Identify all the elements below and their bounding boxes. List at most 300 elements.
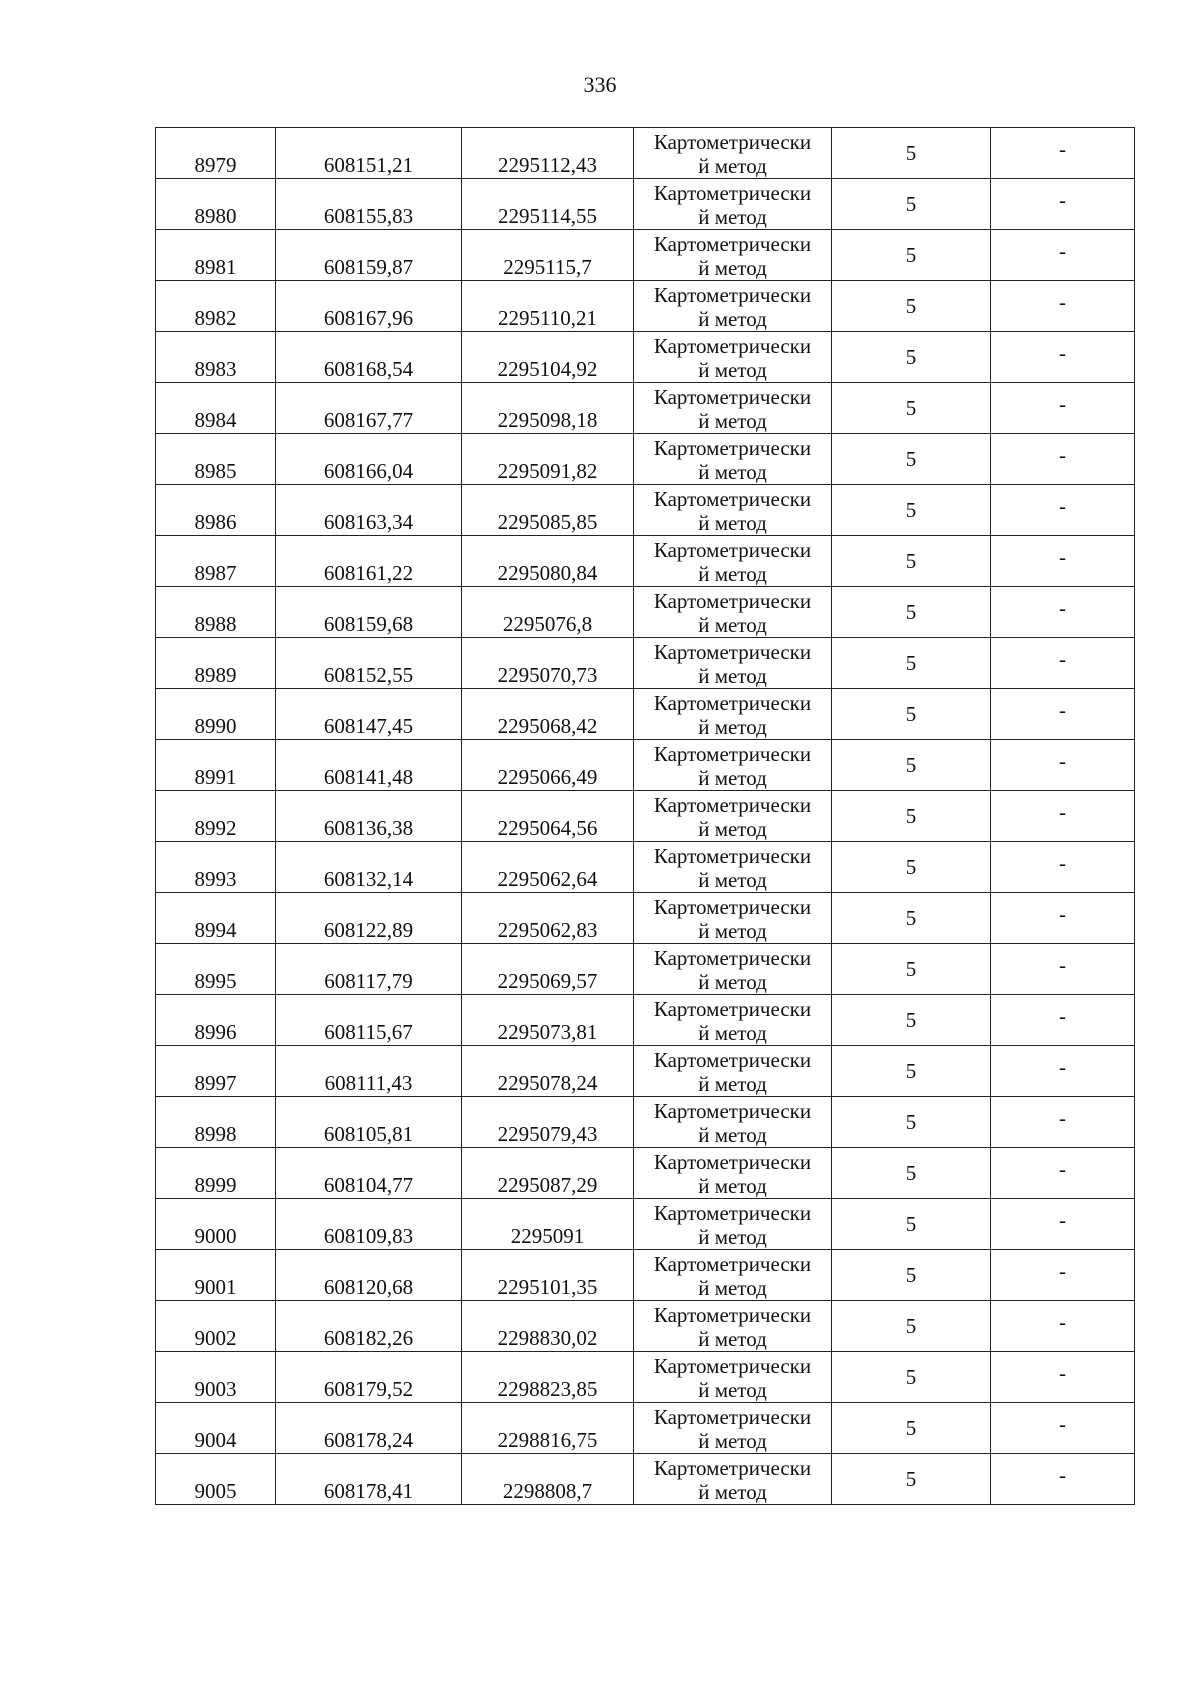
accuracy-cell bbox=[832, 893, 991, 944]
method-line-1: Картометрически bbox=[653, 385, 812, 409]
method-cell bbox=[634, 1301, 832, 1352]
method-cell bbox=[634, 179, 832, 230]
method bbox=[634, 538, 831, 586]
method-line-1: Картометрически bbox=[653, 1354, 812, 1378]
x-coordinate: 608167,96 bbox=[323, 306, 414, 330]
y-coordinate-cell bbox=[462, 536, 634, 587]
x-coordinate-cell bbox=[276, 944, 462, 995]
method-line-1: Картометрически bbox=[653, 334, 812, 358]
method-line-2: й метод bbox=[698, 1123, 767, 1147]
method-line-2: й метод bbox=[698, 460, 767, 484]
point-number-cell bbox=[156, 1250, 276, 1301]
method-line-1: Картометрически bbox=[653, 793, 812, 817]
note-cell bbox=[991, 434, 1135, 485]
method-cell bbox=[634, 1454, 832, 1505]
accuracy: 5 bbox=[905, 294, 917, 318]
table-row bbox=[156, 689, 1135, 740]
x-coordinate-cell bbox=[276, 842, 462, 893]
method-line-1: Картометрически bbox=[653, 487, 812, 511]
table-row bbox=[156, 230, 1135, 281]
x-coordinate-cell bbox=[276, 1097, 462, 1148]
method-cell bbox=[634, 230, 832, 281]
point-number: 8979 bbox=[194, 153, 237, 177]
method-line-2: й метод bbox=[698, 1378, 767, 1402]
accuracy-cell bbox=[832, 1403, 991, 1454]
method-cell bbox=[634, 638, 832, 689]
accuracy: 5 bbox=[905, 243, 917, 267]
method-cell bbox=[634, 842, 832, 893]
method bbox=[634, 130, 831, 178]
note-cell bbox=[991, 1454, 1135, 1505]
x-coordinate-cell bbox=[276, 995, 462, 1046]
method-line-1: Картометрически bbox=[653, 742, 812, 766]
point-number-cell bbox=[156, 587, 276, 638]
y-coordinate: 2295062,64 bbox=[497, 867, 598, 891]
x-coordinate: 608179,52 bbox=[323, 1377, 414, 1401]
accuracy-cell bbox=[832, 1199, 991, 1250]
accuracy-cell bbox=[832, 1046, 991, 1097]
method-cell bbox=[634, 1352, 832, 1403]
point-number: 8994 bbox=[194, 918, 237, 942]
note: - bbox=[1059, 1463, 1066, 1487]
y-coordinate: 2295104,92 bbox=[497, 357, 598, 381]
x-coordinate: 608178,24 bbox=[323, 1428, 414, 1452]
accuracy: 5 bbox=[905, 396, 917, 420]
y-coordinate-cell bbox=[462, 179, 634, 230]
note: - bbox=[1059, 902, 1066, 926]
method bbox=[634, 1405, 831, 1453]
point-number: 8990 bbox=[194, 714, 237, 738]
point-number-cell bbox=[156, 1301, 276, 1352]
method-line-1: Картометрически bbox=[653, 691, 812, 715]
method-cell bbox=[634, 434, 832, 485]
point-number-cell bbox=[156, 1097, 276, 1148]
x-coordinate-cell bbox=[276, 383, 462, 434]
method bbox=[634, 946, 831, 994]
x-coordinate: 608109,83 bbox=[323, 1224, 414, 1248]
method bbox=[634, 1303, 831, 1351]
method-line-2: й метод bbox=[698, 613, 767, 637]
point-number-cell bbox=[156, 332, 276, 383]
method-line-1: Картометрически bbox=[653, 997, 812, 1021]
point-number-cell bbox=[156, 842, 276, 893]
accuracy-cell bbox=[832, 332, 991, 383]
method bbox=[634, 1252, 831, 1300]
method-line-2: й метод bbox=[698, 1174, 767, 1198]
method-line-2: й метод bbox=[698, 1429, 767, 1453]
note: - bbox=[1059, 137, 1066, 161]
note: - bbox=[1059, 1208, 1066, 1232]
point-number-cell bbox=[156, 1046, 276, 1097]
method-cell bbox=[634, 791, 832, 842]
x-coordinate: 608120,68 bbox=[323, 1275, 414, 1299]
method bbox=[634, 589, 831, 637]
y-coordinate: 2295101,35 bbox=[497, 1275, 598, 1299]
y-coordinate-cell bbox=[462, 944, 634, 995]
note-cell bbox=[991, 842, 1135, 893]
accuracy-cell bbox=[832, 128, 991, 179]
point-number: 8987 bbox=[194, 561, 237, 585]
y-coordinate: 2298830,02 bbox=[497, 1326, 598, 1350]
x-coordinate-cell bbox=[276, 230, 462, 281]
point-number-cell bbox=[156, 128, 276, 179]
y-coordinate-cell bbox=[462, 1250, 634, 1301]
x-coordinate: 608136,38 bbox=[323, 816, 414, 840]
note-cell bbox=[991, 1046, 1135, 1097]
accuracy: 5 bbox=[905, 1212, 917, 1236]
point-number-cell bbox=[156, 944, 276, 995]
method-line-2: й метод bbox=[698, 307, 767, 331]
note-cell bbox=[991, 995, 1135, 1046]
note-cell bbox=[991, 740, 1135, 791]
x-coordinate-cell bbox=[276, 1046, 462, 1097]
point-number: 8997 bbox=[194, 1071, 237, 1095]
method-cell bbox=[634, 995, 832, 1046]
x-coordinate-cell bbox=[276, 434, 462, 485]
table-row bbox=[156, 485, 1135, 536]
y-coordinate: 2295068,42 bbox=[497, 714, 598, 738]
accuracy-cell bbox=[832, 434, 991, 485]
method-line-2: й метод bbox=[698, 358, 767, 382]
method-line-1: Картометрически bbox=[653, 436, 812, 460]
y-coordinate-cell bbox=[462, 842, 634, 893]
method-line-2: й метод bbox=[698, 1276, 767, 1300]
method bbox=[634, 1456, 831, 1504]
accuracy: 5 bbox=[905, 141, 917, 165]
table-row bbox=[156, 842, 1135, 893]
table-row bbox=[156, 1352, 1135, 1403]
table-row bbox=[156, 1301, 1135, 1352]
accuracy: 5 bbox=[905, 1161, 917, 1185]
y-coordinate: 2295078,24 bbox=[497, 1071, 598, 1095]
y-coordinate-cell bbox=[462, 1403, 634, 1454]
x-coordinate-cell bbox=[276, 1454, 462, 1505]
method bbox=[634, 844, 831, 892]
point-number: 9003 bbox=[194, 1377, 237, 1401]
accuracy-cell bbox=[832, 740, 991, 791]
y-coordinate: 2295066,49 bbox=[497, 765, 598, 789]
note: - bbox=[1059, 392, 1066, 416]
note-cell bbox=[991, 179, 1135, 230]
x-coordinate-cell bbox=[276, 128, 462, 179]
method-line-1: Картометрически bbox=[653, 181, 812, 205]
method bbox=[634, 436, 831, 484]
table-row bbox=[156, 1454, 1135, 1505]
method bbox=[634, 1048, 831, 1096]
note-cell bbox=[991, 1301, 1135, 1352]
table-body bbox=[156, 128, 1135, 1505]
accuracy: 5 bbox=[905, 192, 917, 216]
x-coordinate: 608163,34 bbox=[323, 510, 414, 534]
accuracy-cell bbox=[832, 1148, 991, 1199]
y-coordinate: 2295112,43 bbox=[498, 153, 597, 177]
method bbox=[634, 334, 831, 382]
y-coordinate: 2295091 bbox=[510, 1224, 585, 1248]
point-number-cell bbox=[156, 179, 276, 230]
y-coordinate: 2295062,83 bbox=[497, 918, 598, 942]
x-coordinate-cell bbox=[276, 485, 462, 536]
note-cell bbox=[991, 281, 1135, 332]
y-coordinate: 2298808,7 bbox=[502, 1479, 593, 1503]
coordinates-table bbox=[155, 127, 1135, 1505]
method-line-1: Картометрически bbox=[653, 640, 812, 664]
method-line-1: Картометрически bbox=[653, 232, 812, 256]
method-line-2: й метод bbox=[698, 1480, 767, 1504]
point-number-cell bbox=[156, 893, 276, 944]
note: - bbox=[1059, 1055, 1066, 1079]
y-coordinate-cell bbox=[462, 1046, 634, 1097]
method-line-1: Картометрически bbox=[653, 538, 812, 562]
accuracy-cell bbox=[832, 485, 991, 536]
point-number-cell bbox=[156, 791, 276, 842]
method bbox=[634, 1201, 831, 1249]
point-number: 8986 bbox=[194, 510, 237, 534]
x-coordinate: 608105,81 bbox=[323, 1122, 414, 1146]
note: - bbox=[1059, 749, 1066, 773]
point-number-cell bbox=[156, 434, 276, 485]
table-row bbox=[156, 128, 1135, 179]
y-coordinate: 2295070,73 bbox=[497, 663, 598, 687]
x-coordinate-cell bbox=[276, 332, 462, 383]
method-line-2: й метод bbox=[698, 919, 767, 943]
point-number: 9005 bbox=[194, 1479, 237, 1503]
point-number: 9004 bbox=[194, 1428, 237, 1452]
method bbox=[634, 1354, 831, 1402]
note: - bbox=[1059, 1361, 1066, 1385]
accuracy: 5 bbox=[905, 498, 917, 522]
note: - bbox=[1059, 443, 1066, 467]
point-number: 8993 bbox=[194, 867, 237, 891]
method-cell bbox=[634, 1250, 832, 1301]
x-coordinate-cell bbox=[276, 1403, 462, 1454]
accuracy: 5 bbox=[905, 1416, 917, 1440]
note: - bbox=[1059, 239, 1066, 263]
x-coordinate-cell bbox=[276, 740, 462, 791]
accuracy-cell bbox=[832, 842, 991, 893]
x-coordinate: 608147,45 bbox=[323, 714, 414, 738]
point-number: 9002 bbox=[194, 1326, 237, 1350]
accuracy: 5 bbox=[905, 1365, 917, 1389]
accuracy-cell bbox=[832, 587, 991, 638]
point-number: 8980 bbox=[194, 204, 237, 228]
point-number-cell bbox=[156, 638, 276, 689]
method-line-1: Картометрически bbox=[653, 589, 812, 613]
method-line-2: й метод bbox=[698, 715, 767, 739]
method-line-2: й метод bbox=[698, 970, 767, 994]
note-cell bbox=[991, 1250, 1135, 1301]
point-number: 8991 bbox=[194, 765, 237, 789]
point-number: 8996 bbox=[194, 1020, 237, 1044]
y-coordinate: 2295091,82 bbox=[497, 459, 598, 483]
y-coordinate: 2295079,43 bbox=[497, 1122, 598, 1146]
y-coordinate-cell bbox=[462, 281, 634, 332]
accuracy-cell bbox=[832, 230, 991, 281]
note-cell bbox=[991, 332, 1135, 383]
y-coordinate-cell bbox=[462, 1454, 634, 1505]
method-cell bbox=[634, 536, 832, 587]
method-cell bbox=[634, 587, 832, 638]
accuracy: 5 bbox=[905, 1263, 917, 1287]
note: - bbox=[1059, 1004, 1066, 1028]
accuracy: 5 bbox=[905, 447, 917, 471]
note: - bbox=[1059, 953, 1066, 977]
y-coordinate: 2295098,18 bbox=[497, 408, 598, 432]
note-cell bbox=[991, 1199, 1135, 1250]
method-line-2: й метод bbox=[698, 256, 767, 280]
method bbox=[634, 691, 831, 739]
method-line-1: Картометрически bbox=[653, 1150, 812, 1174]
y-coordinate-cell bbox=[462, 587, 634, 638]
accuracy-cell bbox=[832, 281, 991, 332]
accuracy: 5 bbox=[905, 345, 917, 369]
table-row bbox=[156, 944, 1135, 995]
x-coordinate-cell bbox=[276, 536, 462, 587]
x-coordinate: 608166,04 bbox=[323, 459, 414, 483]
note-cell bbox=[991, 536, 1135, 587]
table-row bbox=[156, 281, 1135, 332]
note: - bbox=[1059, 1310, 1066, 1334]
point-number-cell bbox=[156, 281, 276, 332]
note-cell bbox=[991, 1148, 1135, 1199]
note-cell bbox=[991, 1352, 1135, 1403]
point-number-cell bbox=[156, 230, 276, 281]
method-cell bbox=[634, 740, 832, 791]
note: - bbox=[1059, 596, 1066, 620]
y-coordinate: 2295080,84 bbox=[497, 561, 598, 585]
table-row bbox=[156, 332, 1135, 383]
method bbox=[634, 283, 831, 331]
method-line-1: Картометрически bbox=[653, 1456, 812, 1480]
method-cell bbox=[634, 689, 832, 740]
x-coordinate-cell bbox=[276, 1148, 462, 1199]
note: - bbox=[1059, 1157, 1066, 1181]
y-coordinate: 2298823,85 bbox=[497, 1377, 598, 1401]
x-coordinate: 608159,68 bbox=[323, 612, 414, 636]
accuracy-cell bbox=[832, 1454, 991, 1505]
y-coordinate-cell bbox=[462, 332, 634, 383]
method-cell bbox=[634, 1148, 832, 1199]
method bbox=[634, 793, 831, 841]
x-coordinate-cell bbox=[276, 1352, 462, 1403]
method-line-1: Картометрически bbox=[653, 283, 812, 307]
y-coordinate: 2295064,56 bbox=[497, 816, 598, 840]
method-line-2: й метод bbox=[698, 154, 767, 178]
note-cell bbox=[991, 128, 1135, 179]
accuracy: 5 bbox=[905, 804, 917, 828]
note-cell bbox=[991, 485, 1135, 536]
point-number-cell bbox=[156, 740, 276, 791]
table-row bbox=[156, 1199, 1135, 1250]
point-number: 8999 bbox=[194, 1173, 237, 1197]
x-coordinate-cell bbox=[276, 281, 462, 332]
note-cell bbox=[991, 1403, 1135, 1454]
method bbox=[634, 385, 831, 433]
table-row bbox=[156, 1148, 1135, 1199]
table-row bbox=[156, 1097, 1135, 1148]
method-line-1: Картометрически bbox=[653, 1099, 812, 1123]
x-coordinate-cell bbox=[276, 689, 462, 740]
y-coordinate: 2295115,7 bbox=[503, 255, 592, 279]
accuracy: 5 bbox=[905, 651, 917, 675]
x-coordinate: 608117,79 bbox=[324, 969, 413, 993]
table-row bbox=[156, 1403, 1135, 1454]
accuracy: 5 bbox=[905, 1059, 917, 1083]
y-coordinate-cell bbox=[462, 689, 634, 740]
method-cell bbox=[634, 1097, 832, 1148]
accuracy: 5 bbox=[905, 1314, 917, 1338]
x-coordinate: 608168,54 bbox=[323, 357, 414, 381]
page-number: 336 bbox=[583, 72, 617, 97]
method-line-1: Картометрически bbox=[653, 844, 812, 868]
method-line-2: й метод bbox=[698, 205, 767, 229]
method-line-1: Картометрически bbox=[653, 895, 812, 919]
table-row bbox=[156, 638, 1135, 689]
method-line-1: Картометрически bbox=[653, 130, 812, 154]
point-number: 8995 bbox=[194, 969, 237, 993]
point-number-cell bbox=[156, 1148, 276, 1199]
method bbox=[634, 742, 831, 790]
note: - bbox=[1059, 341, 1066, 365]
method-line-2: й метод bbox=[698, 409, 767, 433]
method-line-2: й метод bbox=[698, 1072, 767, 1096]
x-coordinate: 608111,43 bbox=[324, 1071, 413, 1095]
point-number-cell bbox=[156, 995, 276, 1046]
x-coordinate-cell bbox=[276, 893, 462, 944]
point-number-cell bbox=[156, 485, 276, 536]
method-cell bbox=[634, 1403, 832, 1454]
y-coordinate: 2295114,55 bbox=[498, 204, 597, 228]
y-coordinate: 2295087,29 bbox=[497, 1173, 598, 1197]
point-number-cell bbox=[156, 1199, 276, 1250]
accuracy: 5 bbox=[905, 1110, 917, 1134]
method-line-1: Картометрически bbox=[653, 1252, 812, 1276]
accuracy: 5 bbox=[905, 957, 917, 981]
method-cell bbox=[634, 281, 832, 332]
y-coordinate: 2295069,57 bbox=[497, 969, 598, 993]
y-coordinate-cell bbox=[462, 128, 634, 179]
x-coordinate: 608151,21 bbox=[323, 153, 414, 177]
y-coordinate: 2295110,21 bbox=[498, 306, 597, 330]
note-cell bbox=[991, 893, 1135, 944]
table-row bbox=[156, 587, 1135, 638]
accuracy-cell bbox=[832, 1097, 991, 1148]
method bbox=[634, 1150, 831, 1198]
y-coordinate-cell bbox=[462, 1199, 634, 1250]
accuracy: 5 bbox=[905, 549, 917, 573]
table-row bbox=[156, 791, 1135, 842]
note: - bbox=[1059, 698, 1066, 722]
method-line-2: й метод bbox=[698, 1021, 767, 1045]
y-coordinate-cell bbox=[462, 383, 634, 434]
table-row bbox=[156, 536, 1135, 587]
method-cell bbox=[634, 128, 832, 179]
point-number: 8981 bbox=[194, 255, 237, 279]
accuracy-cell bbox=[832, 689, 991, 740]
accuracy: 5 bbox=[905, 753, 917, 777]
method bbox=[634, 640, 831, 688]
note-cell bbox=[991, 791, 1135, 842]
y-coordinate-cell bbox=[462, 638, 634, 689]
y-coordinate: 2295073,81 bbox=[497, 1020, 598, 1044]
point-number-cell bbox=[156, 1454, 276, 1505]
y-coordinate-cell bbox=[462, 230, 634, 281]
x-coordinate: 608159,87 bbox=[323, 255, 414, 279]
x-coordinate-cell bbox=[276, 1250, 462, 1301]
y-coordinate-cell bbox=[462, 485, 634, 536]
method-line-2: й метод bbox=[698, 817, 767, 841]
y-coordinate-cell bbox=[462, 740, 634, 791]
accuracy-cell bbox=[832, 1301, 991, 1352]
